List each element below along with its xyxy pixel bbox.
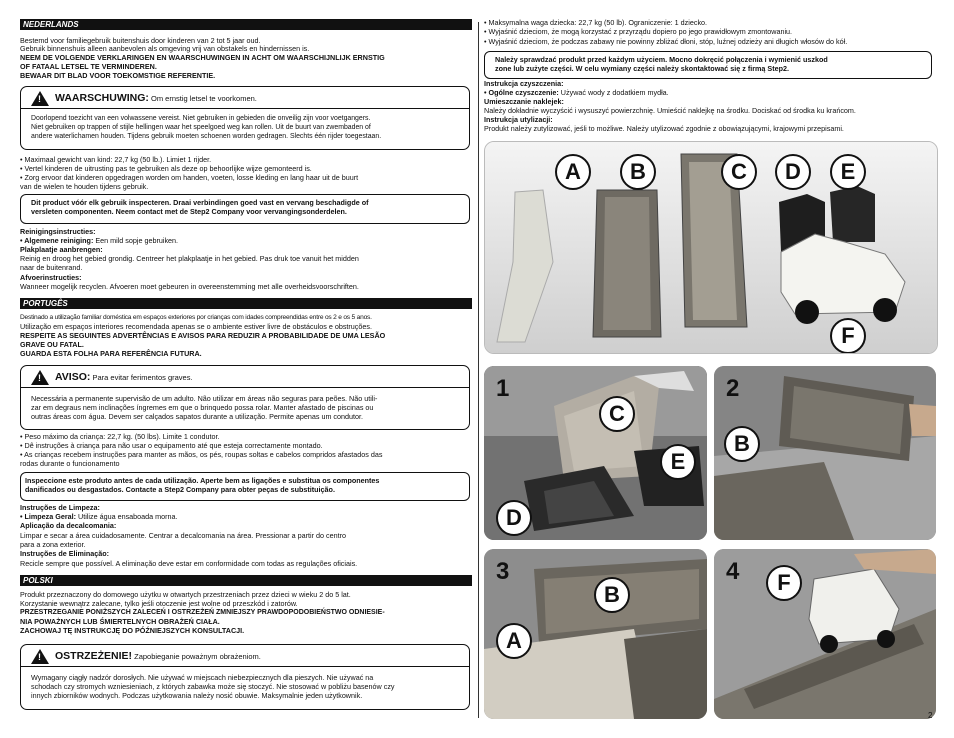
pl-caution-line: ZACHOWAJ TĘ INSTRUKCJĘ DO PÓŹNIEJSZYCH KONSULTACJI. — [20, 626, 245, 635]
pt-intro-line: Utilização em espaços interiores recomendada apenas se o ambiente estiver livre de obstáculos e obstruções. — [20, 322, 372, 331]
pt-inspect-box — [20, 472, 470, 501]
step-number: 1 — [496, 375, 510, 402]
pt-inspect-line: Inspeccione este produto antes de cada utilização. Aperte bem as ligações e substitua os componentes — [25, 476, 380, 485]
nl-care-line: Wanneer mogelijk recyclen. Afvoeren moet gebeuren in overeenstemming met alle overheidsvoorschriften. — [20, 282, 359, 291]
nl-warning-body: Niet gebruiken op trappen of stijle hellingen waar het speelgoed weg kan rollen. Uit de buurt van zwembaden of — [31, 124, 371, 131]
nl-caution-line: OF FATAAL LETSEL TE VERMINDEREN. — [20, 62, 157, 71]
pl-bullet: • Maksymalna waga dziecka: 22,7 kg (50 lb). Ograniczenie: 1 dziecko. — [484, 18, 708, 27]
nl-warning-heading — [55, 93, 257, 104]
pt-intro-line: Destinado a utilização familiar doméstica em espaços exteriores por crianças com idades compreendidas entre os 2 e os 5 anos. — [20, 314, 372, 321]
pl-bullet: • Wyjaśnić dzieciom, że mogą korzystać z przyrządu dopiero po jego prawidłowym zmontowaniu. — [484, 27, 793, 36]
step-number: 3 — [496, 558, 510, 585]
pt-warning-heading — [55, 372, 193, 383]
pl-care-line: • Ogólne czyszczenie: Używać wody z dodatkiem mydła. — [484, 88, 669, 97]
pt-warning-body: zar em degraus nem inclinações íngremes em que o brinquedo possa rolar. Manter afastado de piscinas ou — [31, 403, 374, 412]
pt-care-line: Limpar e secar a área cuidadosamente. Centrar a decalcomania na área. Pressionar a partir do centro — [20, 531, 347, 540]
pl-warning-body: schodach czy stromych wzniesieniach, z których zabawka może się stoczyć. Nie stosować w pobliżu basenów czy — [31, 682, 395, 691]
nl-care-line: • Algemene reiniging: Een mild sopje gebruiken. — [20, 236, 179, 245]
warning-icon: ! — [31, 370, 49, 385]
pl-caution-line: NIA POWAŻNYCH LUB ŚMIERTELNYCH OBRAŻEŃ CIAŁA. — [20, 617, 220, 626]
pt-care-line: Aplicação da decalcomania: — [20, 521, 117, 530]
step-part-label: B — [594, 577, 630, 613]
pl-intro-line: Korzystanie wewnątrz zalecane, tylko jeśli otoczenie jest wolne od przeszkód i zatorów. — [20, 599, 298, 608]
section-label-polski: POLSKI — [20, 575, 472, 586]
step-part-label: E — [660, 444, 696, 480]
pt-caution-line: RESPEITE AS SEGUINTES ADVERTÊNCIAS E AVISOS PARA REDUZIR A PROBABILIDADE DE UMA LESÃO — [20, 331, 386, 340]
pl-inspect-line: zone lub zużyte części. W celu wymiany części należy skontaktować się z firmą Step2. — [495, 64, 789, 73]
pt-care-line: para a zona exterior. — [20, 540, 86, 549]
step-part-label: C — [599, 396, 635, 432]
nl-care-line: Reinigingsinstructies: — [20, 227, 96, 236]
nl-bullet: van de wielen te houden tijdens gebruik. — [20, 182, 149, 191]
pl-care-line: Instrukcja czyszczenia: — [484, 79, 564, 88]
pt-care-line: • Limpeza Geral: Utilize água ensaboada morna. — [20, 512, 178, 521]
step-4-illustration — [714, 549, 936, 719]
part-label: E — [830, 154, 866, 190]
pt-care-line: Instruções de Limpeza: — [20, 503, 100, 512]
nl-warning-subtitle: Om ernstig letsel te voorkomen. — [151, 94, 257, 103]
step-number: 2 — [726, 375, 740, 402]
step-part-label: D — [496, 500, 532, 536]
nl-warning-box — [20, 86, 470, 150]
part-label: D — [775, 154, 811, 190]
pt-warning-subtitle: Para evitar ferimentos graves. — [92, 373, 193, 382]
step-number: 4 — [726, 558, 740, 585]
pt-warning-title: AVISO: — [55, 371, 91, 383]
pl-care-line: Należy dokładnie wyczyścić i wysuszyć powierzchnię. Umieścić naklejkę na środku. Dociskać od środka ku krańcom. — [484, 106, 856, 115]
nl-care-line: Reinig en droog het gebied grondig. Centreer het plakplaatje in het gebied. Pas druk toe vanuit het midden — [20, 254, 359, 263]
step-part-label: A — [496, 623, 532, 659]
step-4-image — [714, 549, 936, 719]
pt-caution-line: GRAVE OU FATAL. — [20, 340, 84, 349]
pl-care-line: Umieszczanie naklejek: — [484, 97, 564, 106]
nl-care-line: naar de buitenrand. — [20, 263, 83, 272]
nl-warning-body: Doorlopend toezicht van een volwassene vereist. Niet gebruiken in gebieden die onveilig zijn voor voetgangers. — [31, 115, 371, 122]
part-label: A — [555, 154, 591, 190]
nl-warning-title: WAARSCHUWING: — [55, 92, 149, 104]
pl-intro-line: Produkt przeznaczony do domowego użytku w otwartych przestrzeniach przez dzieci w wieku 2 do 5 lat. — [20, 590, 351, 599]
step-2-image — [714, 366, 936, 540]
nl-inspect-line: versleten componenten. Neem contact met de Step2 Company voor vervangingsonderdelen. — [31, 207, 347, 216]
nl-caution-line: BEWAAR DIT BLAD VOOR TOEKOMSTIGE REFERENTIE. — [20, 71, 216, 80]
pl-warning-title: OSTRZEŻENIE! — [55, 650, 133, 662]
nl-caution-line: NEEM DE VOLGENDE VERKLARINGEN EN WAARSCHUWINGEN IN ACHT OM WAARSCHIJNLIJK ERNSTIG — [20, 53, 385, 62]
pl-caution-line: PRZESTRZEGANIE PONIŻSZYCH ZALECEŃ I OSTRZEŻEŃ ZMNIEJSZY PRAWDOPODOBIEŃSTWO ODNIESIE- — [20, 609, 385, 616]
pt-warning-body: Necessária a permanente supervisão de um adulto. Não utilizar em áreas não seguras para peões. Não utili- — [31, 394, 378, 403]
nl-bullet: • Zorg ervoor dat kinderen opgedragen worden om handen, voeten, losse kleding en lang haar uit de buurt — [20, 173, 359, 182]
pt-bullet: • As crianças recebem instruções para manter as mãos, os pés, roupas soltas e cabelos compridos afastados das — [20, 450, 383, 459]
warning-icon: ! — [31, 91, 49, 106]
pl-warning-heading — [55, 651, 261, 662]
pl-care-line: Produkt należy zutylizować, jeśli to możliwe. Należy utylizować zgodnie z obowiązującymi, krajowymi przepisami. — [484, 124, 844, 133]
pl-warning-box — [20, 644, 470, 710]
nl-intro-line: Bestemd voor familiegebruik buitenshuis door kinderen van 2 tot 5 jaar oud. — [20, 36, 261, 45]
part-label: F — [830, 318, 866, 354]
step-3-image — [484, 549, 707, 719]
warning-icon: ! — [31, 649, 49, 664]
nl-care-line: Afvoerinstructies: — [20, 273, 82, 282]
step-part-label: F — [766, 565, 802, 601]
section-label-portugues: PORTUGÊS — [20, 298, 472, 309]
nl-bullet: • Vertel kinderen de uitrusting pas te gebruiken als deze op behoorlijke wijze gemonteerd is. — [20, 164, 312, 173]
pt-bullet: • Peso máximo da criança: 22,7 kg. (50 lbs). Limite 1 condutor. — [20, 432, 220, 441]
pl-warning-body: innych zbiorników wodnych. Podczas użytkowania należy nosić obuwie. Maksymalnie jeden użytkownik. — [31, 691, 363, 700]
page-number: 2 — [928, 711, 933, 720]
pt-bullet: • Dê instruções à criança para não usar o equipamento até que esteja correctamente montado. — [20, 441, 323, 450]
pl-care-line: Instrukcja utylizacji: — [484, 115, 553, 124]
nl-warning-body: andere waterlichamen houden. Tijdens gebruik moeten schoenen worden gedragen. Slechts één rijder toegestaan. — [31, 133, 382, 140]
parts-overview-image — [484, 141, 938, 354]
pl-inspect-line: Należy sprawdzać produkt przed każdym użyciem. Mocno dokręcić połączenia i wymienić uszkod — [495, 55, 828, 64]
nl-inspect-box — [20, 194, 470, 224]
pt-care-line: Recicle sempre que possível. A eliminação deve estar em conformidade com todas as regulações oficiais. — [20, 559, 358, 568]
part-label: C — [721, 154, 757, 190]
pt-care-line: Instruções de Eliminação: — [20, 549, 110, 558]
pt-bullet: rodas durante o funcionamento — [20, 459, 120, 468]
pl-warning-body: Wymagany ciągły nadzór dorosłych. Nie używać w miejscach niebezpiecznych dla pieszych. Nie używać na — [31, 673, 374, 682]
step-1-image — [484, 366, 707, 540]
pt-warning-body: outras áreas com água. Devem ser calçados sapatos durante a utilização. Permite apenas um condutor. — [31, 412, 364, 421]
nl-intro-line: Gebruik binnenshuis alleen aanbevolen als omgeving vrij van obstakels en hindernissen is. — [20, 44, 310, 53]
part-label: B — [620, 154, 656, 190]
nl-inspect-line: Dit product vóór elk gebruik inspecteren. Draai verbindingen goed vast en vervang beschadigde of — [31, 198, 369, 207]
pt-warning-box — [20, 365, 470, 430]
nl-bullet: • Maximaal gewicht van kind: 22,7 kg (50 lb.). Limiet 1 rijder. — [20, 155, 212, 164]
step-part-label: B — [724, 426, 760, 462]
nl-care-line: Plakplaatje aanbrengen: — [20, 245, 103, 254]
pl-warning-subtitle: Zapobieganie poważnym obrażeniom. — [134, 652, 261, 661]
column-divider — [478, 22, 479, 718]
pl-bullet: • Wyjaśnić dzieciom, że podczas zabawy nie powinny zbliżać dłoni, stóp, luźnej odzieży ani długich włosów do kół. — [484, 37, 848, 46]
section-label-nederlands: NEDERLANDS — [20, 19, 472, 30]
pt-caution-line: GUARDA ESTA FOLHA PARA REFERÊNCIA FUTURA. — [20, 349, 202, 358]
pl-inspect-box — [484, 51, 932, 79]
pt-inspect-line: danificados ou desgastados. Contacte a Step2 Company para obter peças de substituição. — [25, 485, 335, 494]
parts-illustration — [485, 142, 937, 353]
